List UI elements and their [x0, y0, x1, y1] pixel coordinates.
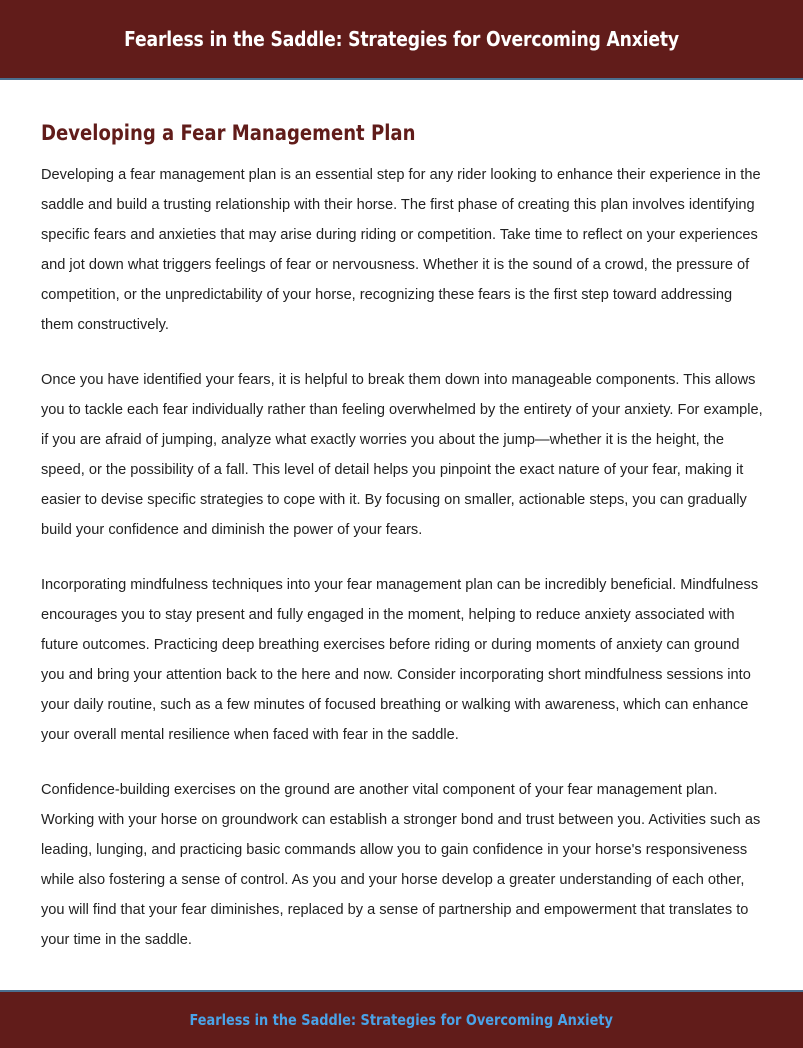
paragraph: Once you have identified your fears, it is helpful to break them down into manageable components. This allows you to tackle each fear individually rather than feeling overwhelmed by the entirety of your anxiety. For example, if you are afraid of jumping, analyze what exactly worries you about the jump—whether it is the height, the speed, or the possibility of a fall. This level of detail helps you pinpoint the exact nature of your fear, making it easier to devise specific strategies to cope with it. By focusing on smaller, actionable steps, you can gradually build your confidence and diminish the power of your fears. — [41, 372, 763, 538]
main-content — [41, 116, 763, 980]
paragraph: Developing a fear management plan is an essential step for any rider looking to enhance their experience in the saddle and build a trusting relationship with their horse. The first phase of creating this plan involves identifying specific fears and anxieties that may arise during riding or competition. Take time to reflect on your experiences and jot down what triggers feelings of fear or nervousness. Whether it is the sound of a crowd, the pressure of competition, or the unpredictability of your horse, recognizing these fears is the first step toward addressing them constructively. — [41, 167, 761, 333]
paragraph: Confidence-building exercises on the ground are another vital component of your fear management plan. Working with your horse on groundwork can establish a stronger bond and trust between you. Activities such as leading, lunging, and practicing basic commands allow you to gain confidence in your horse's responsiveness while also fostering a sense of control. As you and your horse develop a greater understanding of each other, you will find that your fear diminishes, replaced by a sense of partnership and empowerment that translates to your time in the saddle. — [41, 782, 761, 948]
page-footer — [0, 990, 803, 1048]
footer-title: Fearless in the Saddle: Strategies for Overcoming Anxiety — [189, 1011, 614, 1029]
page-title: Fearless in the Saddle: Strategies for Overcoming Anxiety — [124, 27, 679, 51]
section-title: Developing a Fear Management Plan — [41, 121, 416, 145]
page-header — [0, 0, 803, 80]
paragraph: Incorporating mindfulness techniques into your fear management plan can be incredibly beneficial. Mindfulness encourages you to stay present and fully engaged in the moment, helping to reduce anxiety associated with future outcomes. Practicing deep breathing exercises before riding or during moments of anxiety can ground you and bring your attention back to the here and now. Consider incorporating short mindfulness sessions into your daily routine, such as a few minutes of focused breathing or walking with awareness, which can enhance your overall mental resilience when faced with fear in the saddle. — [41, 577, 759, 743]
